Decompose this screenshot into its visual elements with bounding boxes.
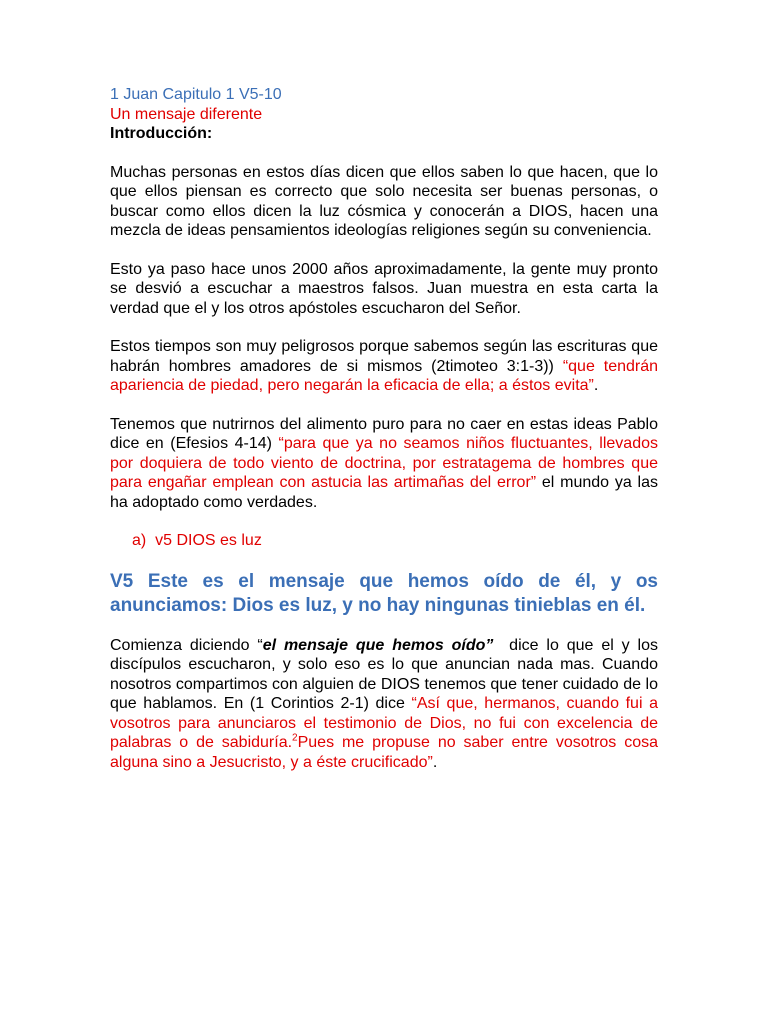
document-subtitle: Un mensaje diferente [110,105,263,123]
scripture-quote-corintios-2: Pues me propuse no saber entre vosotros cosa alguna sino a Jesucristo, y a éste crucificado” [110,734,659,771]
intro-heading: Introducción: [110,125,213,142]
paragraph-4-end: el mundo ya las ha adoptado como verdades. [110,474,658,511]
document-title: 1 Juan Capitulo 1 V5-10 [110,86,282,103]
paragraph-2: Esto ya paso hace unos 2000 años aproximadamente, la gente muy pronto se desvió a escuchar a maestros falsos. Juan muestra en esta carta la verdad que el y los otros apóstoles escucharon del Señor. [110,260,658,317]
paragraph-5-text: dice lo que el y los discípulos escucharon, y solo eso es lo que anuncian nada mas. Cuando nosotros compartimos con alguien de DIOS tenemos que tener cuidado de lo que hablamos. En (1 Corintios 2-1) dice [110,636,663,712]
document-page [110,85,663,791]
paragraph-4 [110,415,658,513]
list-item-text: v5 DIOS es luz [155,532,262,549]
emphasis-quote: el mensaje que hemos oído” [262,636,494,654]
scripture-quote-timoteo: “que tendrán apariencia de piedad, pero negarán la eficacia de ella; a éstos evita” [110,357,659,394]
paragraph-3 [110,337,658,396]
paragraph-5 [110,636,663,773]
paragraph-3-text: Estos tiempos son muy peligrosos porque sabemos según las escrituras que habrán hombres amadores de si mismos (2timoteo 3:1-3)) [110,338,658,375]
paragraph-4-text: Tenemos que nutrirnos del alimento puro para no caer en estas ideas Pablo dice en (Efesios 4-14) [110,415,658,452]
paragraph-5-start: Comienza diciendo “ [110,636,263,654]
paragraph-3-end: . [593,377,599,394]
scripture-quote-corintios-1: “Así que, hermanos, cuando fui a vosotros para anunciaros el testimonio de Dios, no fui con excelencia de palabras o de sabiduría. [110,695,658,751]
list-marker: a) [132,532,147,549]
paragraph-1: Muchas personas en estos días dicen que ellos saben lo que hacen, que lo que ellos piensan es correcto que solo necesita ser buenas personas, o buscar como ellos dicen la luz cósmica y conocerán a DIOS, hacen una mezcla de ideas pensamientos ideologías religiones según su conveniencia. [110,163,658,239]
verse-number: 2 [292,732,298,744]
verse-heading: V5 Este es el mensaje que hemos oído de él, y os anunciamos: Dios es luz, y no hay ningunas tinieblas en él. [110,570,658,616]
paragraph-5-end: . [432,753,438,771]
list-item-v5 [132,531,658,551]
scripture-quote-efesios: “para que ya no seamos niños fluctuantes, llevados por doquiera de todo viento de doctrina, por estratagema de hombres que para engañar emplean con astucia las artimañas del error” [110,435,659,491]
